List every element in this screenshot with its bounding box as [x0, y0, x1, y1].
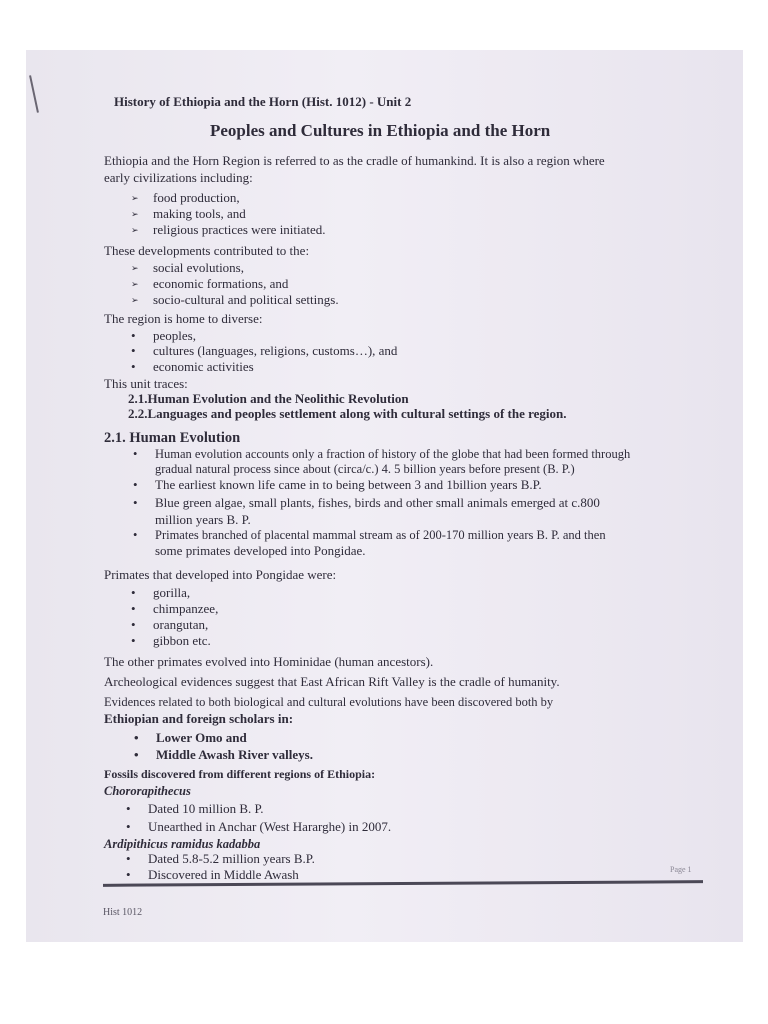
list-item: • Unearthed in Anchar (West Hararghe) in 2007. [148, 819, 391, 835]
page-number: Page 1 [670, 865, 692, 874]
list-item: • Dated 10 million B. P. [148, 801, 264, 817]
list-item: ➢ making tools, and [153, 206, 246, 222]
list-item: ➢ socio-cultural and political settings. [153, 292, 339, 308]
fossil-name: Ardipithicus ramidus kadabba [104, 837, 261, 851]
bullet-line: • Blue green algae, small plants, fishes, birds and other small animals emerged at c.800 [155, 495, 600, 511]
intro-line-1: Ethiopia and the Horn Region is referred to as the cradle of humankind. It is also a region where [104, 153, 605, 168]
intro-line-2: early civilizations including: [104, 170, 253, 185]
course-header: History of Ethiopia and the Horn (Hist. 1012) - Unit 2 [114, 94, 412, 109]
list-item: • orangutan, [153, 617, 208, 633]
unit-item: 2.2.Languages and peoples settlement along with cultural settings of the region. [128, 406, 567, 421]
archaeology-text: Archeological evidences suggest that East African Rift Valley is the cradle of humanity. [104, 674, 560, 689]
fossils-lead: Fossils discovered from different regions of Ethiopia: [104, 767, 376, 781]
list-item: • gibbon etc. [153, 633, 211, 649]
list-item: • gorilla, [153, 585, 190, 601]
list-item: • Dated 5.8-5.2 million years B.P. [148, 851, 315, 867]
developments-lead: These developments contributed to the: [104, 243, 310, 258]
unit-item: 2.1.Human Evolution and the Neolithic Revolution [128, 391, 409, 406]
hominidae-text: The other primates evolved into Hominidae (human ancestors). [104, 654, 434, 669]
list-item: • Discovered in Middle Awash [148, 867, 299, 883]
list-item: • peoples, [153, 328, 196, 344]
bullet-line: • Primates branched of placental mammal stream as of 200-170 million years B. P. and then [155, 527, 606, 543]
list-item: • chimpanzee, [153, 601, 218, 617]
bullet-line: • The earliest known life came in to being between 3 and 1billion years B.P. [155, 477, 542, 493]
bullet-continuation: some primates developed into Pongidae. [155, 543, 366, 558]
list-item: • Middle Awash River valleys. [156, 747, 313, 763]
footer-course-code: Hist 1012 [103, 907, 143, 918]
page-title: Peoples and Cultures in Ethiopia and the Horn [210, 121, 551, 140]
bullet-line: • Human evolution accounts only a fraction of history of the globe that had been formed through [155, 446, 630, 462]
list-item: • cultures (languages, religions, customs…), and [153, 343, 397, 359]
bullet-continuation: million years B. P. [155, 512, 251, 527]
list-item: ➢ social evolutions, [153, 260, 244, 276]
section-heading: 2.1. Human Evolution [104, 430, 241, 446]
list-item: • Lower Omo and [156, 730, 247, 746]
evidences-line-2: Ethiopian and foreign scholars in: [104, 711, 294, 726]
pongidae-lead: Primates that developed into Pongidae were: [104, 567, 337, 582]
fossil-name: Chororapithecus [104, 784, 191, 798]
list-item: ➢ religious practices were initiated. [153, 222, 326, 238]
list-item: ➢ economic formations, and [153, 276, 288, 292]
evidences-line-1: Evidences related to both biological and cultural evolutions have been discovered both by [104, 695, 554, 709]
list-item: ➢ food production, [153, 190, 240, 206]
list-item: • economic activities [153, 359, 254, 375]
bullet-continuation: gradual natural process since about (circa/c.) 4. 5 billion years before present (B. P.) [155, 462, 575, 476]
unit-lead: This unit traces: [104, 376, 188, 391]
home-lead: The region is home to diverse: [104, 311, 263, 326]
